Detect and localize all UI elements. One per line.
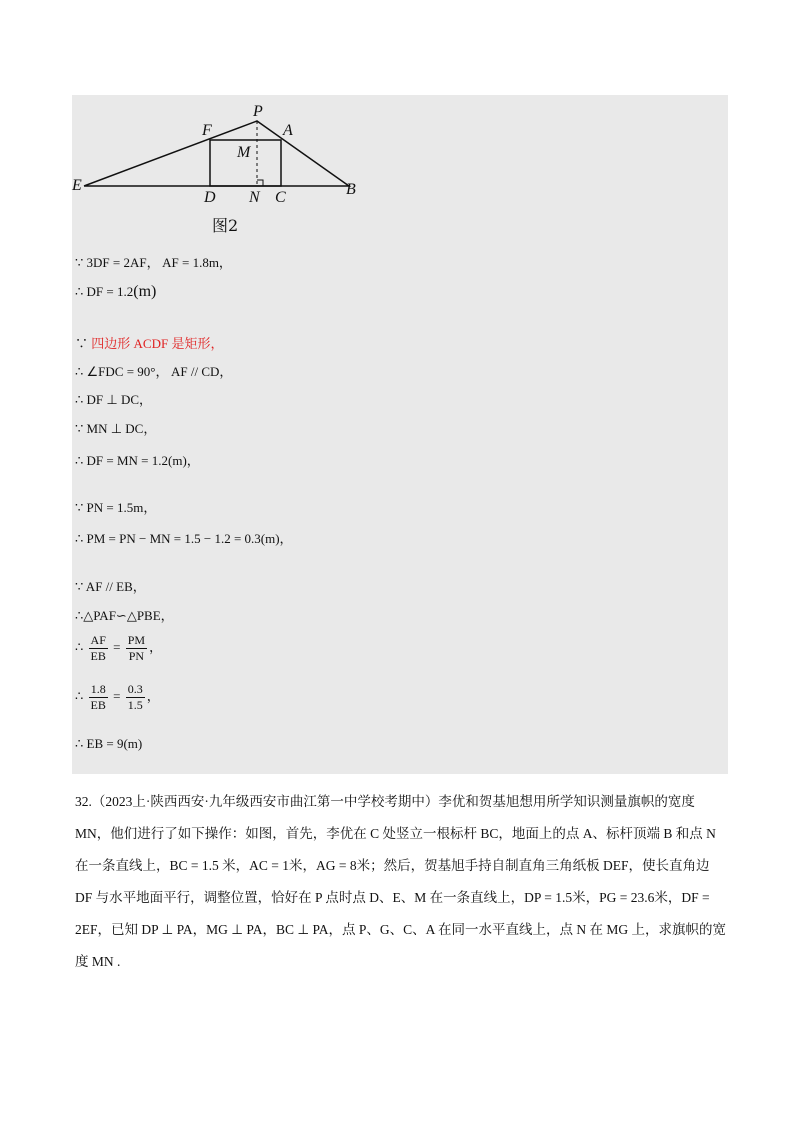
solution-line xyxy=(75,333,223,352)
solution-line: ∴ DF ⊥ DC， xyxy=(75,392,153,407)
solution-line: ∴ EB = 9(m) xyxy=(75,736,143,751)
point-n-label: N xyxy=(249,189,260,206)
solution-line: ∴ $\frac{AF}{EB}$ = $\frac{PM}{PN}$ ， xyxy=(75,633,163,663)
denominator: 1.5 xyxy=(127,698,143,712)
highlighted-text: 四边形 ACDF 是矩形， xyxy=(91,336,224,351)
denominator: PN xyxy=(128,649,145,663)
point-d-label: D xyxy=(204,189,216,206)
numerator: 0.3 xyxy=(127,682,143,696)
solution-line: ∵ 3DF = 2AF， AF = 1.8m， xyxy=(75,255,232,270)
numerator: AF xyxy=(90,633,106,647)
numerator: PM xyxy=(127,633,146,647)
fraction xyxy=(126,682,145,713)
fraction xyxy=(89,682,108,713)
denominator: EB xyxy=(90,649,106,663)
solution-text: ∴ DF = 1.2 xyxy=(75,284,134,299)
solution-text: (m) xyxy=(133,283,157,300)
solution-line: ∵ MN ⊥ DC， xyxy=(75,421,157,436)
solution-line: ∵ AF // EB， xyxy=(75,579,146,594)
figure-diagram xyxy=(72,100,372,210)
solution-text: ∴ xyxy=(75,639,84,655)
point-e-label: E xyxy=(72,177,82,194)
point-m-label: M xyxy=(237,144,251,161)
problem-text: 32.（2023上·陕西西安·九年级西安市曲江第一中学校考期中）李优和贺基旭想用所学知识测量旗帜的宽度 MN，他们进行了如下操作：如图，首先，李优在 C 处竖立一根标杆 BC，地面上的点 A、标杆顶端 B 和点 N 在一条直线上，BC = 1.5 米，AC = 1米，AG = 8米；然后，贺基旭手持自制直角三角纸板 DEF，使长直角边 DF 与水平地面平行，调整位置，恰好在 P 点时点 D、E、M 在一条直线上，DP = 1.5米，PG = 23.6米，DF = 2EF，已知 DP ⊥ PA，MG ⊥ PA，BC ⊥ PA，点 P、G、C、A 在同一水平直线上，点 N 在 MG 上，求旗帜的宽度 MN . xyxy=(75,794,726,969)
point-a-label: A xyxy=(283,122,293,139)
fraction xyxy=(89,633,108,664)
solution-line: ∴ PM = PN − MN = 1.5 − 1.2 = 0.3(m)， xyxy=(75,531,293,546)
denominator: EB xyxy=(90,698,106,712)
solution-line: ∴△PAF∽△PBE， xyxy=(75,608,174,623)
solution-line: ∴ $\frac{1.8}{EB}$ = $\frac{0.3}{1.5}$ ， xyxy=(75,682,160,712)
solution-line: ∵ PN = 1.5m， xyxy=(75,500,157,515)
figure-caption: 图2 xyxy=(212,216,239,235)
solution-line: ∴ DF = MN = 1.2(m)， xyxy=(75,453,200,468)
point-p-label: P xyxy=(253,103,263,120)
solution-line xyxy=(75,283,156,301)
point-c-label: C xyxy=(275,189,286,206)
solution-text: ∵ xyxy=(75,336,92,351)
point-f-label: F xyxy=(202,122,212,139)
fraction xyxy=(126,633,147,664)
point-b-label: B xyxy=(346,181,356,198)
solution-line: ∴ ∠FDC = 90°， AF // CD， xyxy=(75,364,233,379)
solution-text: ∴ xyxy=(75,688,84,704)
numerator: 1.8 xyxy=(89,682,108,698)
